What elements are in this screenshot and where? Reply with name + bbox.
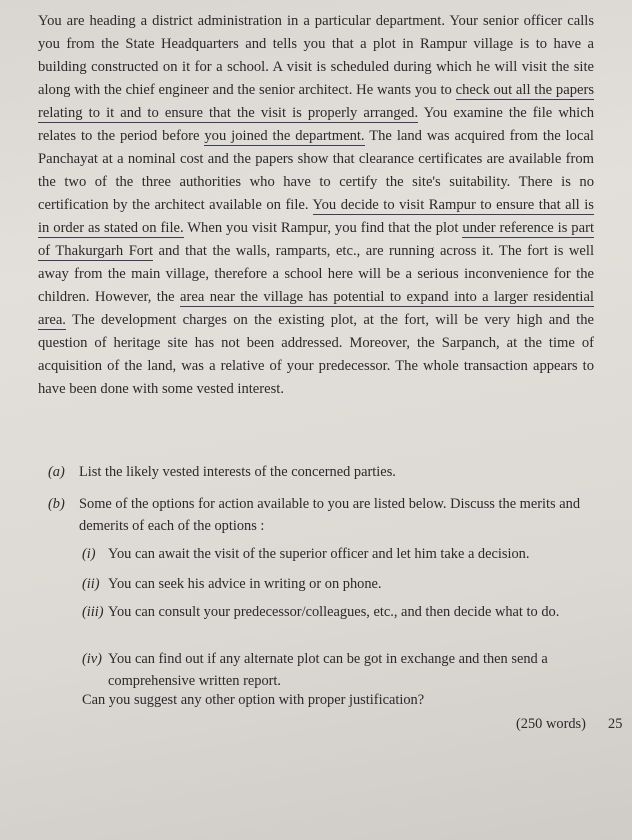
option-label: (i) xyxy=(82,546,96,562)
question-label: (a) xyxy=(48,464,65,480)
option-label: (iv) xyxy=(82,651,102,667)
underlined-text: you joined the department. xyxy=(204,128,365,144)
option-text: You can consult your predecessor/colleagues, etc., and then decide what to do. xyxy=(108,604,560,620)
question-text: List the likely vested interests of the concerned parties. xyxy=(79,464,396,480)
option-label: (ii) xyxy=(82,576,100,592)
marks: 25 xyxy=(608,716,623,732)
case-passage xyxy=(38,10,594,401)
underlined-text: check out all the papers relating to it and to ensure that the visit is properly arranged. xyxy=(38,82,595,121)
passage-text: and that the walls, ramparts, etc., are running across it. The fort is well away from the main village, therefore a school here will be a serious inconvenience for the children. However, the xyxy=(38,243,595,305)
passage-text: The land was acquired from the local Panchayat at a nominal cost and the papers show that clearance certificates are available from the two of the three authorities who have to certify the site's suitability. There is no certification by the architect available on file. xyxy=(38,128,594,213)
suggestion-prompt: Can you suggest any other option with proper justification? xyxy=(82,692,425,708)
option-text: You can await the visit of the superior officer and let him take a decision. xyxy=(108,546,530,562)
underlined-text: area near the village has potential to expand into a larger residential area. xyxy=(38,289,594,328)
question-label: (b) xyxy=(48,496,65,512)
word-limit: (250 words) xyxy=(516,716,586,732)
passage-text: When you visit Rampur, you find that the plot xyxy=(183,220,463,236)
option-text: You can seek his advice in writing or on phone. xyxy=(108,576,382,592)
underlined-text: You decide to visit Rampur to ensure that all is in order as stated on file. xyxy=(38,197,594,236)
option-label: (iii) xyxy=(82,604,104,620)
passage-text: You are heading a district administration in a particular department. Your senior officer calls you from the State Headquarters and tells you that a plot in Rampur village is to have a building constructed on it for a school. A visit is scheduled during which he will visit the site along with the chief engineer and the senior architect. He wants you to xyxy=(38,13,594,98)
underlined-text: under reference is part of Thakurgarh Fort xyxy=(38,220,594,259)
passage-text: The development charges on the existing plot, at the fort, will be very high and the question of heritage site has not been addressed. Moreover, the Sarpanch, at the time of acquisition of the land, was a relative of your predecessor. The whole transaction appears to have been done with some vested interest. xyxy=(38,312,594,397)
question-text: Some of the options for action available to you are listed below. Discuss the merits and demerits of each of the options : xyxy=(79,496,581,534)
option-text: You can find out if any alternate plot can be got in exchange and then send a comprehensive written report. xyxy=(108,651,548,689)
passage-text: You examine the file which relates to the period before xyxy=(38,105,594,144)
